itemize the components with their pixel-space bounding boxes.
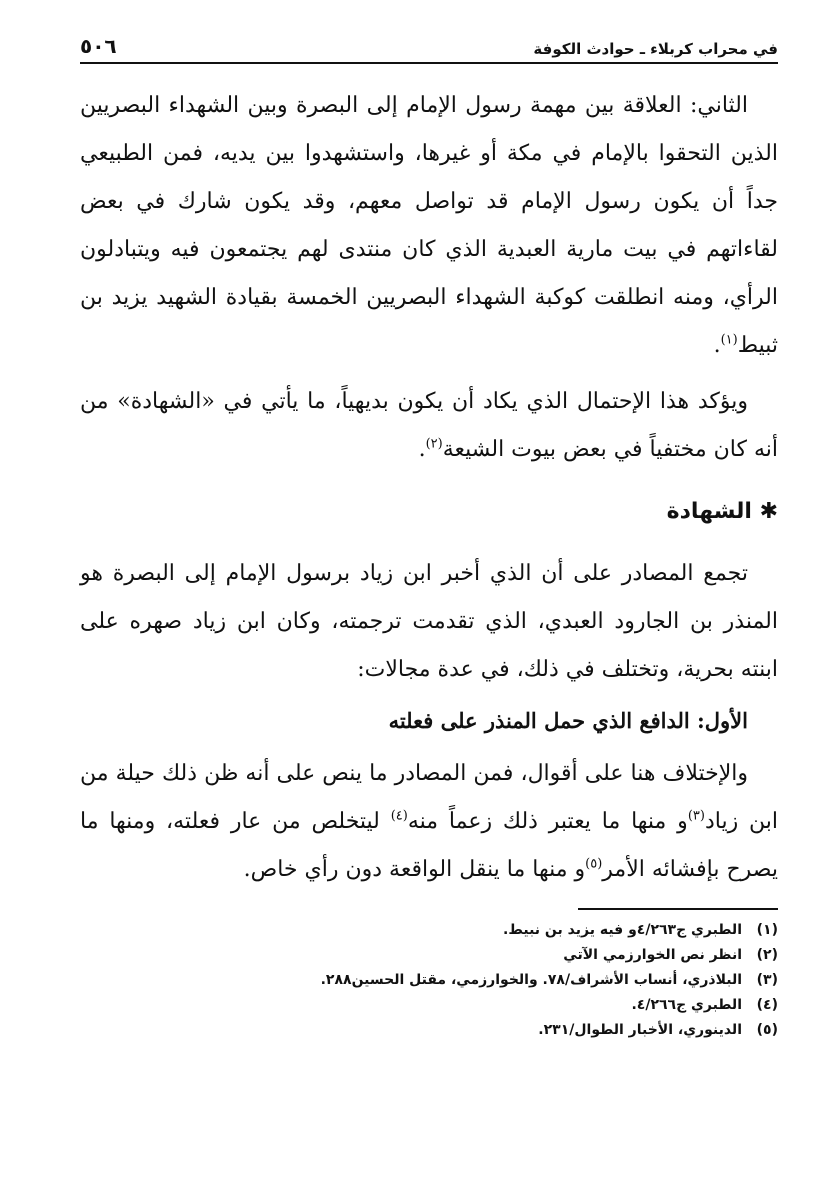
paragraph-3: تجمع المصادر على أن الذي أخبر ابن زياد برسول الإمام إلى البصرة هو المنذر بن الجارود العبدي، الذي تقدمت ترجمته، وكان ابن زياد صهره على ابنته بحرية، وتختلف في ذلك، في عدة مجالات:	[80, 561, 778, 682]
footnote-number: (٣)	[756, 972, 778, 988]
subsection-heading: الأول: الدافع الذي حمل المنذر على فعلته	[388, 708, 748, 733]
paragraph-4-text-a: والإختلاف هنا على أقوال، فمن المصادر ما ينص على أنه ظن ذلك حيلة من ابن زياد	[80, 761, 779, 834]
paragraph-4-text-d: و منها ما ينقل الواقعة دون رأي خاص.	[243, 857, 586, 882]
paragraph-2	[80, 378, 778, 474]
running-header	[80, 28, 778, 64]
paragraph-2-end: .	[418, 437, 426, 462]
footnote-number: (١)	[756, 922, 778, 938]
footnote-text: الطبري ج٤/٢٦٦.	[631, 997, 742, 1013]
footnote-item	[80, 943, 778, 968]
footnote-ref-3[interactable]: (٣)	[687, 808, 705, 824]
footnote-ref-2[interactable]: (٢)	[425, 436, 443, 452]
footnote-text: انظر نص الخوارزمي الآتي	[563, 947, 742, 963]
paragraph-1-text: الثاني: العلاقة بين مهمة رسول الإمام إلى البصرة وبين الشهداء البصريين الذين التحقوا بالإمام في مكة أو غيرها، واستشهدوا بين يديه، فمن الطبيعي جداً أن يكون رسول الإمام قد تواصل معهم، وقد يكون شارك في بعض لقاءاتهم في بيت مارية العبدية الذي كان منتدى لهم يجتمعون فيه ويتبادلون الرأي، ومنه انطلقت كوكبة الشهداء البصريين الخمسة بقيادة الشهيد يزيد بن ثبيط	[80, 93, 778, 358]
running-title: في محراب كربلاء ـ حوادث الكوفة	[533, 40, 778, 58]
footnote-number: (٥)	[756, 1022, 778, 1038]
footnote-text: البلاذري، أنساب الأشراف/٧٨. والخوارزمي، مقتل الحسين٢٨٨.	[320, 972, 742, 988]
paragraph-2-text: ويؤكد هذا الإحتمال الذي يكاد أن يكون بديهياً، ما يأتي في «الشهادة» من أنه كان مختفياً في بعض بيوت الشيعة	[80, 389, 778, 462]
paragraph-1-end: .	[713, 333, 721, 358]
footnote-item	[80, 968, 778, 993]
paragraph-4	[80, 750, 778, 894]
main-text	[80, 82, 778, 894]
footnote-number: (٤)	[756, 997, 778, 1013]
footnote-ref-1[interactable]: (١)	[720, 332, 738, 348]
book-page	[80, 28, 778, 1181]
footnote-separator	[578, 908, 778, 910]
footnote-text: الطبري ج٤/٢٦٣و فيه يزيد بن نبيط.	[503, 922, 742, 938]
footnote-ref-4[interactable]: (٤)	[390, 808, 408, 824]
footnote-item	[80, 993, 778, 1018]
paragraph-1	[80, 82, 778, 370]
footnote-item	[80, 918, 778, 943]
footnotes	[80, 918, 778, 1043]
paragraph-4-text-b: و منها ما يعتبر ذلك زعماً منه	[407, 809, 688, 834]
footnote-number: (٢)	[756, 947, 778, 963]
page-number: ٥٠٦	[80, 34, 117, 58]
paragraph-4-text-c: ليتخلص من عار فعلته، ومنها ما يصرح بإفشائه الأمر	[80, 809, 778, 882]
footnote-item	[80, 1018, 778, 1043]
section-heading: ✱ الشهادة	[666, 499, 778, 524]
footnote-text: الدينوري، الأخبار الطوال/٢٣١.	[538, 1022, 742, 1038]
footnote-ref-5[interactable]: (٥)	[585, 856, 603, 872]
